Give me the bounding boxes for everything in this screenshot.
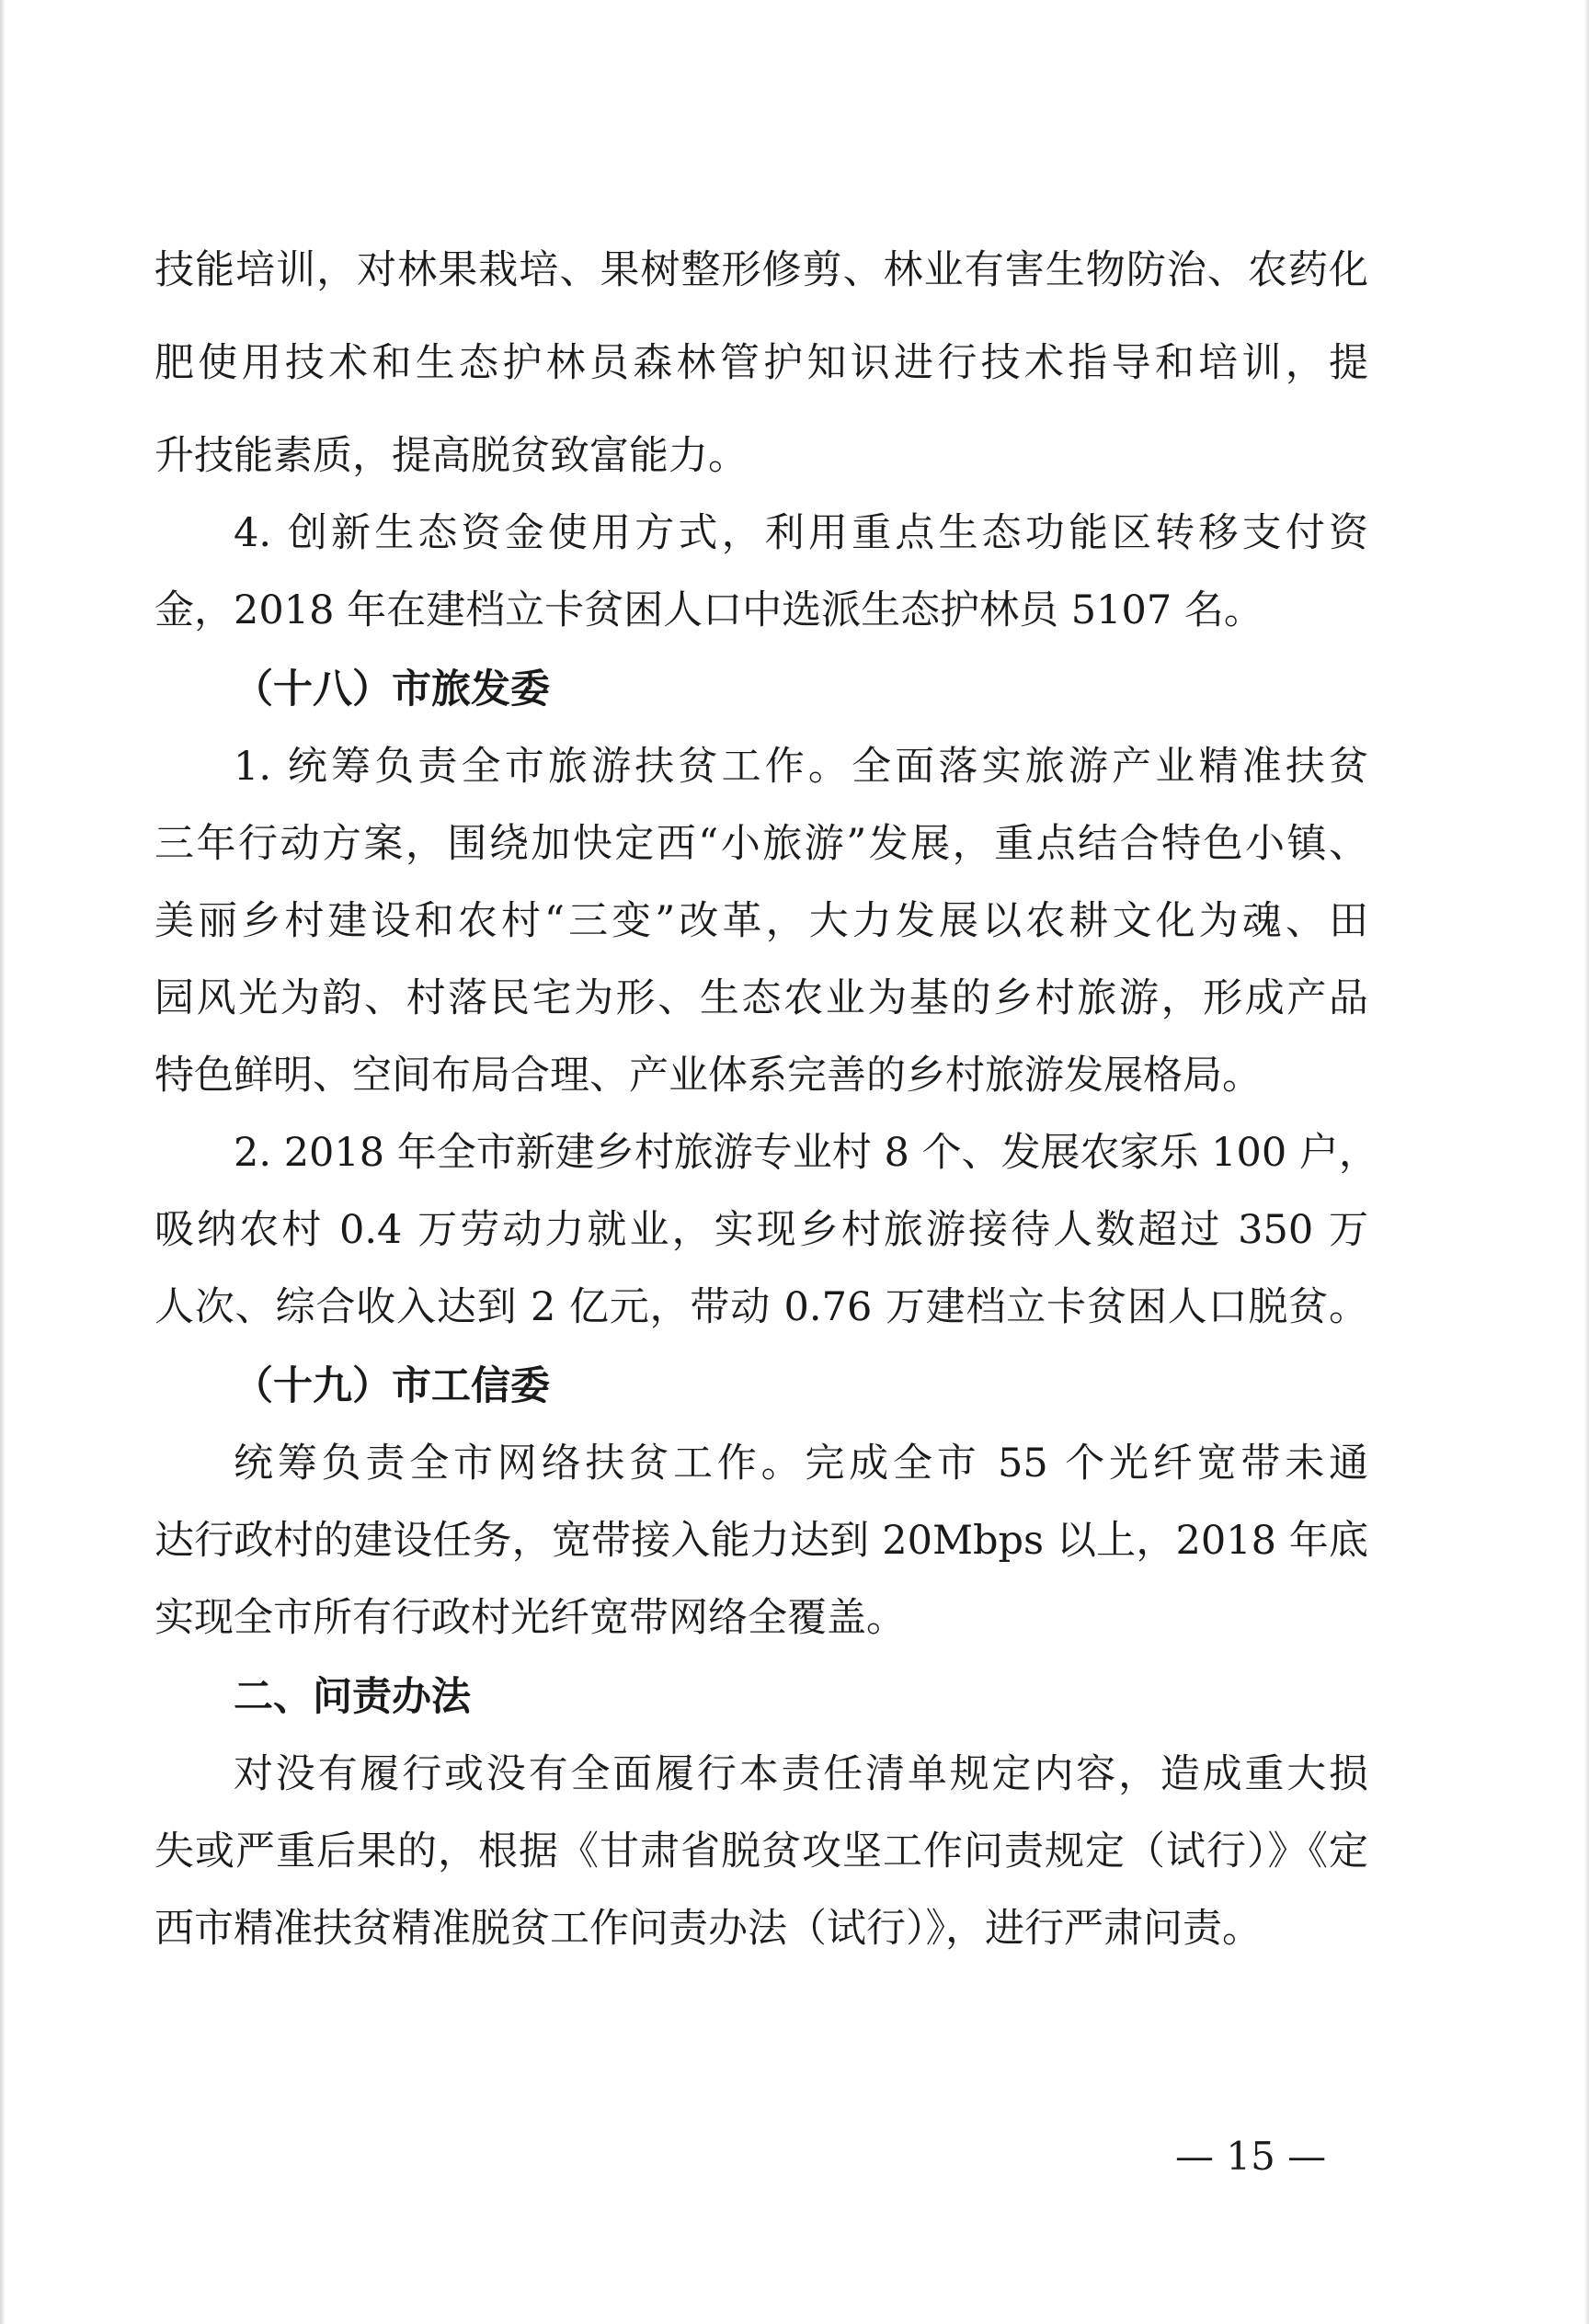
- list-item-line: 4. 创新生态资金使用方式，利用重点生态功能区转移支付资: [234, 510, 1368, 556]
- section-heading: （十八）市旅发委: [234, 666, 550, 712]
- list-item-line: 2. 2018 年全市新建乡村旅游专业村 8 个、发展农家乐 100 户，: [234, 1130, 1378, 1176]
- body-line: 园风光为韵、村落民宅为形、生态农业为基的乡村旅游，形成产品: [154, 975, 1368, 1021]
- scan-edge-left: [0, 0, 6, 2324]
- list-item-line: 1. 统筹负责全市旅游扶贫工作。全面落实旅游产业精准扶贫: [234, 744, 1368, 790]
- body-line: 三年行动方案，围绕加快定西“小旅游”发展，重点结合特色小镇、: [154, 821, 1368, 867]
- paragraph-first-line: 对没有履行或没有全面履行本责任清单规定内容，造成重大损: [234, 1751, 1368, 1797]
- body-line: 实现全市所有行政村光纤宽带网络全覆盖。: [154, 1595, 906, 1641]
- page-number: — 15 —: [1175, 2134, 1327, 2179]
- body-line: 美丽乡村建设和农村“三变”改革，大力发展以农耕文化为魂、田: [154, 898, 1368, 944]
- body-line: 西市精准扶贫精准脱贫工作问责办法（试行）》，进行严肃问责。: [154, 1906, 1262, 1952]
- body-line: 人次、综合收入达到 2 亿元，带动 0.76 万建档立卡贫困人口脱贫。: [154, 1284, 1368, 1330]
- paragraph-first-line: 统筹负责全市网络扶贫工作。完成全市 55 个光纤宽带未通: [234, 1441, 1368, 1487]
- body-line: 肥使用技术和生态护林员森林管护知识进行技术指导和培训，提: [154, 340, 1368, 386]
- body-line: 升技能素质，提高脱贫致富能力。: [154, 433, 748, 479]
- body-line: 失或严重后果的，根据《甘肃省脱贫攻坚工作问责规定（试行）》《定: [154, 1828, 1368, 1874]
- scan-edge-right: [1583, 0, 1589, 2324]
- section-heading: 二、问责办法: [234, 1674, 471, 1720]
- body-line: 特色鲜明、空间布局合理、产业体系完善的乡村旅游发展格局。: [154, 1053, 1262, 1099]
- body-line: 达行政村的建设任务，宽带接入能力达到 20Mbps 以上，2018 年底: [154, 1518, 1368, 1564]
- body-line: 技能培训，对林果栽培、果树整形修剪、林业有害生物防治、农药化: [154, 247, 1368, 293]
- body-line: 吸纳农村 0.4 万劳动力就业，实现乡村旅游接待人数超过 350 万: [154, 1207, 1368, 1253]
- body-line: 金，2018 年在建档立卡贫困人口中选派生态护林员 5107 名。: [154, 587, 1263, 633]
- section-heading: （十九）市工信委: [234, 1363, 550, 1409]
